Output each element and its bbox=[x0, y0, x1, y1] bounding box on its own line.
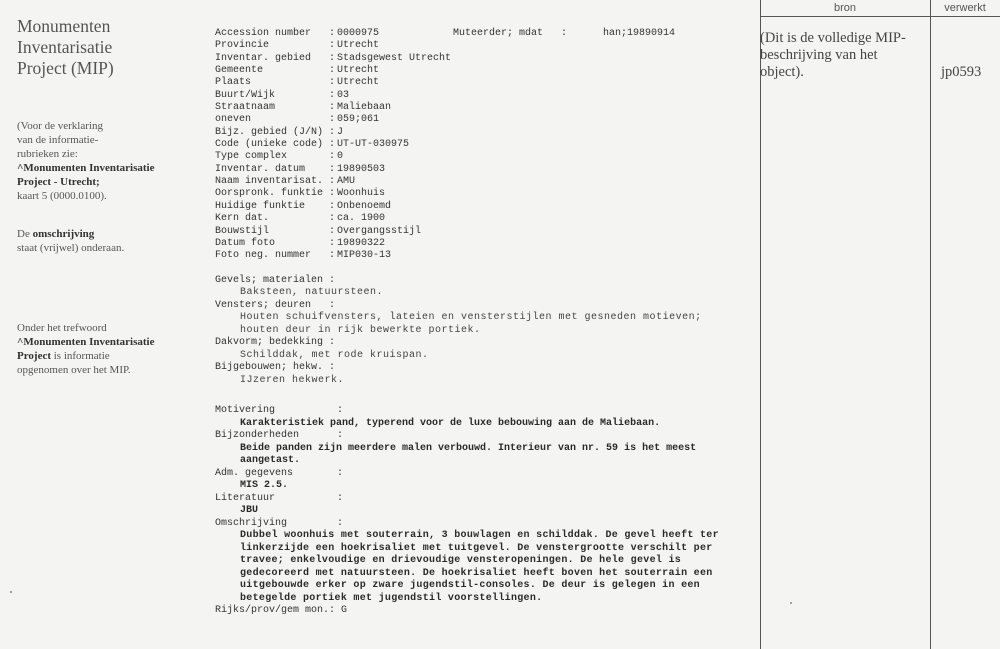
field-row: oneven : 059;061 bbox=[215, 114, 380, 126]
bijzonderheden-label: Bijzonderheden : bbox=[215, 430, 344, 442]
motivering-label: Motivering : bbox=[215, 405, 344, 417]
field-key: Gemeente bbox=[215, 65, 264, 77]
field-value: 03 bbox=[337, 89, 350, 101]
rijks-label: Rijks/prov/gem mon.: G bbox=[215, 605, 348, 617]
field-row: Foto neg. nummer : MIP030-13 bbox=[215, 250, 392, 262]
field-value: 059;061 bbox=[337, 114, 380, 126]
field-row: Gemeente : Utrecht bbox=[215, 65, 380, 77]
field-row: Bijz. gebied (J/N) : J bbox=[215, 126, 344, 138]
note-line: staat (vrijwel) onderaan. bbox=[17, 242, 125, 254]
field-value: Overgangsstijl bbox=[337, 225, 422, 237]
bron-cell: (Dit is de volledige MIP-beschrijving van het object). bbox=[760, 30, 906, 80]
gevels-label: Gevels; materialen : bbox=[215, 274, 336, 286]
field-value: ca. 1900 bbox=[337, 213, 386, 225]
field-key: Straatnaam bbox=[215, 102, 276, 114]
info-note-reference bbox=[17, 119, 192, 203]
field-row: Code (unieke code) : UT-UT-030975 bbox=[215, 139, 410, 151]
field-value: Utrecht bbox=[337, 65, 380, 77]
literatuur-label: Literatuur : bbox=[215, 492, 344, 504]
field-key: Naam inventarisat. bbox=[215, 176, 324, 188]
omschrijving-label: Omschrijving : bbox=[215, 517, 344, 529]
field-row: Inventar. gebied : Stadsgewest Utrecht bbox=[215, 52, 452, 64]
adm-text: MIS 2.5. bbox=[240, 480, 289, 492]
field-key: oneven bbox=[215, 114, 252, 126]
note-line: Onder het trefwoord bbox=[17, 322, 107, 334]
field-row: Kern dat. : ca. 1900 bbox=[215, 213, 386, 225]
note-text: is informatie bbox=[51, 350, 110, 362]
field-row: Straatnaam : Maliebaan bbox=[215, 102, 392, 114]
note-link[interactable]: ^Monumenten Inventarisatie bbox=[17, 162, 155, 174]
vensters-label: Vensters; deuren : bbox=[215, 299, 336, 311]
column-header-verwerkt: verwerkt bbox=[944, 2, 986, 14]
field-value: 19890322 bbox=[337, 237, 386, 249]
table-divider bbox=[760, 0, 761, 649]
field-value: UT-UT-030975 bbox=[337, 139, 410, 151]
field-value: 19890503 bbox=[337, 163, 386, 175]
adm-label: Adm. gegevens : bbox=[215, 467, 344, 479]
field-key: Huidige funktie bbox=[215, 200, 306, 212]
mutator-field: Muteerder; mdat : han;19890914 bbox=[453, 28, 676, 39]
field-value: AMU bbox=[337, 176, 356, 188]
field-key: Bouwstijl bbox=[215, 225, 270, 237]
omschrijving-text: Dubbel woonhuis met souterrain, 3 bouwlagen en schilddak. De gevel heeft ter linkerzijde een hoekrisaliet met tuitgevel. De venstergrootte verschilt per travee; enkelvoudige en drievoudige vensteropeningen. De hele gevel is gedecoreerd met natuursteen. De hoekrisaliet heeft boven het souterrain een uitgebouwde erker op zware jugendstil-consoles. De deur is gelegen in een betegelde portiek met jugendstil voorstellingen. bbox=[240, 530, 726, 604]
field-key: Foto neg. nummer bbox=[215, 250, 312, 262]
literatuur-text: JBU bbox=[240, 505, 259, 517]
field-key: Inventar. gebied bbox=[215, 52, 312, 64]
field-value: 0000975 bbox=[337, 28, 380, 39]
table-divider bbox=[760, 16, 1000, 17]
field-row: Oorspronk. funktie : Woonhuis bbox=[215, 188, 386, 200]
field-value: Maliebaan bbox=[337, 102, 392, 114]
motivering-text: Karakteristiek pand, typerend voor de luxe bebouwing aan de Maliebaan. bbox=[240, 417, 661, 429]
field-key: Plaats bbox=[215, 77, 252, 89]
field-value: Utrecht bbox=[337, 77, 380, 89]
field-key: Buurt/Wijk bbox=[215, 89, 276, 101]
source-table bbox=[760, 0, 1000, 649]
info-note-description bbox=[17, 227, 192, 255]
field-row: Provincie : Utrecht bbox=[215, 40, 380, 52]
note-bold: omschrijving bbox=[32, 228, 95, 240]
field-key: Type complex bbox=[215, 151, 288, 163]
mip-title-line: Inventarisatie bbox=[17, 37, 113, 57]
field-value: J bbox=[337, 126, 344, 138]
rijks-value: G bbox=[341, 605, 348, 617]
verwerkt-cell: jp0593 bbox=[941, 64, 982, 80]
field-value: Utrecht bbox=[337, 40, 380, 52]
record-fields bbox=[215, 28, 745, 263]
field-row: Type complex : 0 bbox=[215, 151, 344, 163]
field-row: Accession number : 0000975 Muteerder; mdat : han;19890914 bbox=[215, 28, 676, 39]
field-value: Onbenoemd bbox=[337, 200, 392, 212]
note-line: opgenomen over het MIP. bbox=[17, 364, 131, 376]
bijgebouwen-label: Bijgebouwen; hekw. : bbox=[215, 362, 336, 374]
note-line: (Voor de verklaring bbox=[17, 120, 103, 132]
note-text: De bbox=[17, 228, 33, 240]
field-row: Bouwstijl : Overgangsstijl bbox=[215, 225, 422, 237]
note-line: kaart 5 (0000.0100). bbox=[17, 190, 107, 202]
field-row: Buurt/Wijk : 03 bbox=[215, 89, 350, 101]
field-value: Woonhuis bbox=[337, 188, 386, 200]
field-row: Huidige funktie : Onbenoemd bbox=[215, 200, 392, 212]
field-key: Inventar. datum bbox=[215, 163, 306, 175]
dakvorm-text: Schilddak, met rode kruispan. bbox=[240, 349, 429, 361]
scan-speck bbox=[790, 602, 792, 604]
field-key: Datum foto bbox=[215, 237, 276, 249]
info-note-keyword bbox=[17, 321, 192, 377]
bijgebouwen-text: IJzeren hekwerk. bbox=[240, 374, 345, 386]
mip-title bbox=[17, 16, 187, 79]
mip-title-line: Project (MIP) bbox=[17, 58, 114, 78]
field-key: Accession number bbox=[215, 28, 312, 39]
field-key: Code (unieke code) bbox=[215, 139, 324, 151]
field-key: Oorspronk. funktie bbox=[215, 188, 324, 200]
column-header-bron: bron bbox=[833, 2, 857, 14]
note-link[interactable]: ^Monumenten Inventarisatie bbox=[17, 336, 155, 348]
mip-record bbox=[215, 28, 745, 618]
dakvorm-label: Dakvorm; bedekking : bbox=[215, 337, 336, 349]
vensters-text: Houten schuifvensters, lateien en vensterstijlen met gesneden motieven; houten deur in rijk bewerkte portiek. bbox=[240, 312, 709, 336]
scan-speck bbox=[10, 591, 12, 593]
field-row: Naam inventarisat. : AMU bbox=[215, 176, 356, 188]
field-key: Provincie bbox=[215, 40, 270, 52]
bijzonderheden-text: Beide panden zijn meerdere malen verbouwd. Interieur van nr. 59 is het meest aangetast. bbox=[240, 442, 703, 467]
field-row: Datum foto : 19890322 bbox=[215, 237, 386, 249]
table-divider bbox=[930, 0, 931, 649]
field-value: Stadsgewest Utrecht bbox=[337, 52, 452, 64]
field-value: 0 bbox=[337, 151, 344, 163]
gevels-text: Baksteen, natuursteen. bbox=[240, 287, 384, 299]
note-link[interactable]: Project bbox=[17, 350, 51, 362]
mip-title-line: Monumenten bbox=[17, 16, 111, 36]
field-row: Plaats : Utrecht bbox=[215, 77, 380, 89]
field-key: Kern dat. bbox=[215, 213, 270, 225]
note-line: van de informatie- bbox=[17, 134, 99, 146]
field-row: Inventar. datum : 19890503 bbox=[215, 163, 386, 175]
note-line: rubrieken zie: bbox=[17, 148, 78, 160]
note-link[interactable]: Project - Utrecht; bbox=[17, 176, 100, 188]
field-value: MIP030-13 bbox=[337, 250, 392, 262]
field-key: Bijz. gebied (J/N) bbox=[215, 126, 324, 138]
